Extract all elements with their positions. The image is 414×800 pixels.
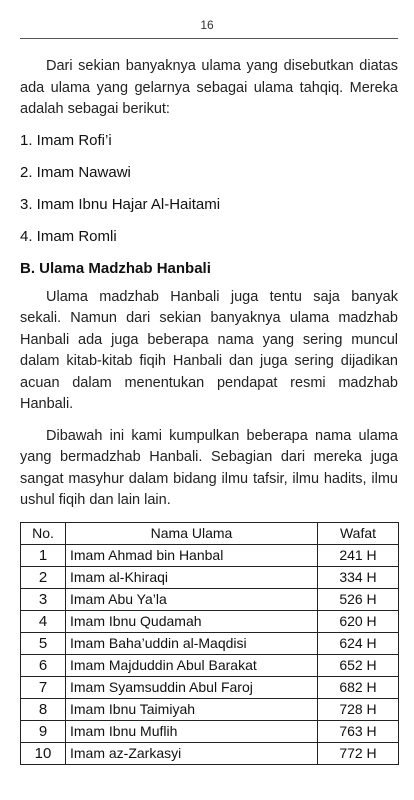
cell-name: Imam az-Zarkasyi bbox=[66, 742, 318, 764]
cell-no: 7 bbox=[21, 676, 66, 698]
table-row bbox=[21, 566, 399, 588]
column-header-no: No. bbox=[21, 522, 66, 544]
cell-name: Imam Abu Ya’la bbox=[66, 588, 318, 610]
cell-wafat: 652 H bbox=[318, 654, 399, 676]
table-row bbox=[21, 676, 399, 698]
intro-paragraph: Dari sekian banyaknya ulama yang disebutkan diatas ada ulama yang gelarnya sebagai ulama tahqiq. Mereka adalah sebagai berikut: bbox=[20, 58, 398, 117]
cell-wafat: 682 H bbox=[318, 676, 399, 698]
list-item: 4. Imam Romli bbox=[20, 227, 117, 245]
table-row bbox=[21, 588, 399, 610]
paragraph-hanbali-intro: Ulama madzhab Hanbali juga tentu saja banyak sekali. Namun dari sekian banyaknya ulama madzhab Hanbali ada juga beberapa nama yang sering muncul dalam kitab-kitab fiqih Hanbali dan juga sering dijadikan acuan dalam menentukan pendapat resmi madzhab Hanbali. bbox=[20, 288, 398, 412]
list-item: 1. Imam Rofi’i bbox=[20, 131, 112, 149]
list-item: 2. Imam Nawawi bbox=[20, 163, 131, 181]
cell-no: 10 bbox=[21, 742, 66, 764]
column-header-name: Nama Ulama bbox=[66, 522, 318, 544]
page-number: 16 bbox=[200, 18, 214, 32]
cell-name: Imam Ahmad bin Hanbal bbox=[66, 544, 318, 566]
cell-no: 2 bbox=[21, 566, 66, 588]
section-heading: B. Ulama Madzhab Hanbali bbox=[20, 259, 211, 277]
page-content bbox=[20, 56, 398, 765]
cell-no: 4 bbox=[21, 610, 66, 632]
cell-name: Imam Syamsuddin Abul Faroj bbox=[66, 676, 318, 698]
table-header-row bbox=[21, 522, 399, 544]
ulama-table bbox=[20, 522, 399, 765]
cell-name: Imam Ibnu Qudamah bbox=[66, 610, 318, 632]
table-row bbox=[21, 544, 399, 566]
cell-no: 8 bbox=[21, 698, 66, 720]
cell-wafat: 624 H bbox=[318, 632, 399, 654]
cell-wafat: 728 H bbox=[318, 698, 399, 720]
table-body bbox=[21, 544, 399, 764]
table-row bbox=[21, 632, 399, 654]
list-item: 3. Imam Ibnu Hajar Al-Haitami bbox=[20, 195, 221, 213]
cell-no: 5 bbox=[21, 632, 66, 654]
table-row bbox=[21, 742, 399, 764]
cell-name: Imam al-Khiraqi bbox=[66, 566, 318, 588]
cell-no: 9 bbox=[21, 720, 66, 742]
cell-wafat: 620 H bbox=[318, 610, 399, 632]
cell-wafat: 241 H bbox=[318, 544, 399, 566]
cell-wafat: 526 H bbox=[318, 588, 399, 610]
cell-no: 1 bbox=[21, 544, 66, 566]
cell-wafat: 772 H bbox=[318, 742, 399, 764]
cell-name: Imam Baha’uddin al-Maqdisi bbox=[66, 632, 318, 654]
cell-wafat: 334 H bbox=[318, 566, 399, 588]
cell-name: Imam Ibnu Muflih bbox=[66, 720, 318, 742]
header-rule bbox=[20, 38, 398, 39]
cell-name: Imam Ibnu Taimiyah bbox=[66, 698, 318, 720]
cell-name: Imam Majduddin Abul Barakat bbox=[66, 654, 318, 676]
paragraph-hanbali-list-intro: Dibawah ini kami kumpulkan beberapa nama ulama yang bermadzhab Hanbali. Sebagian dari mereka juga sangat masyhur dalam bidang ilmu tafsir, ilmu hadits, ilmu ushul fiqih dan lain lain. bbox=[20, 427, 398, 508]
cell-no: 6 bbox=[21, 654, 66, 676]
cell-no: 3 bbox=[21, 588, 66, 610]
imam-list bbox=[20, 131, 398, 247]
cell-wafat: 763 H bbox=[318, 720, 399, 742]
table-row bbox=[21, 610, 399, 632]
column-header-wafat: Wafat bbox=[318, 522, 399, 544]
table-row bbox=[21, 698, 399, 720]
table-row bbox=[21, 720, 399, 742]
table-row bbox=[21, 654, 399, 676]
